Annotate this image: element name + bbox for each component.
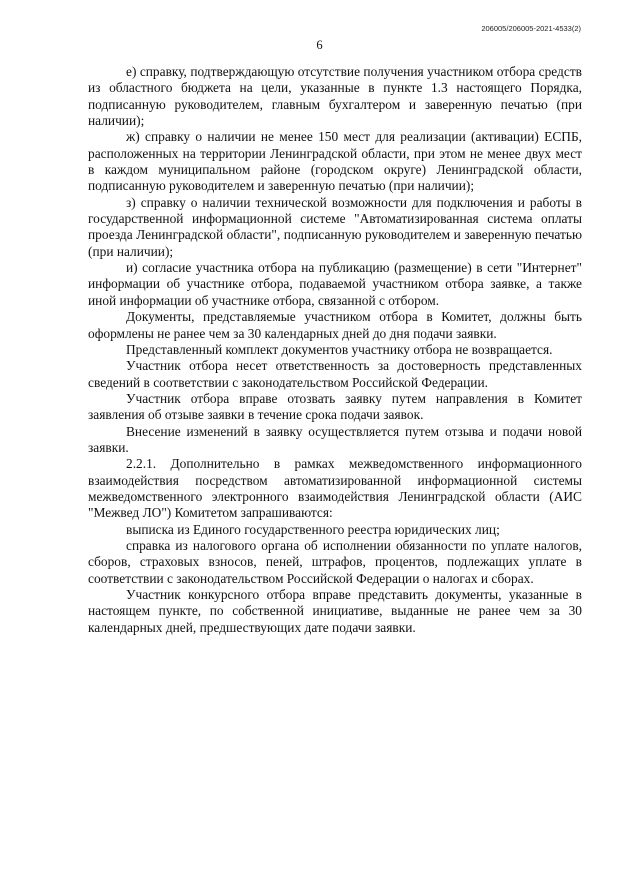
paragraph-responsibility: Участник отбора несет ответственность за достоверность представленных сведений в соответствии с законодательством Российской Федерации. <box>88 358 582 390</box>
paragraph-withdraw: Участник отбора вправе отозвать заявку путем направления в Комитет заявления об отзыве заявки в течение срока подачи заявок. <box>88 390 582 423</box>
paragraph-document-age: Документы, представляемые участником отбора в Комитет, должны быть оформлены не ранее чем за 30 календарных дней до дня подачи заявки. <box>88 309 582 341</box>
paragraph-changes: Внесение изменений в заявку осуществляется путем отзыва и подачи новой заявки. <box>88 423 582 455</box>
paragraph-item-zh: ж) справку о наличии не менее 150 мест для реализации (активации) ЕСПБ, расположенных на территории Ленинградской области, при этом не менее двух мест в каждом муниципальном районе (городском округе) Ленинградской области, подписанную руководителем и заверенную печатью (при наличии); <box>88 129 582 194</box>
paragraph-item-z: з) справку о наличии технической возможности для подключения и работы в государственной информационной системе "Автоматизированная система оплаты проезда Ленинградской области", подписанную руководителем и заверенную печатью (при наличии); <box>88 194 582 259</box>
paragraph-egrul-extract: выписка из Единого государственного реестра юридических лиц; <box>126 521 500 537</box>
document-body <box>88 64 582 636</box>
page-number: 6 <box>316 38 323 52</box>
paragraph-own-initiative: Участник конкурсного отбора вправе представить документы, указанные в настоящем пункте, по собственной инициативе, выданные не ранее чем за 30 календарных дней, предшествующих дате подачи заявки. <box>88 587 582 635</box>
paragraph-tax-certificate: справка из налогового органа об исполнении обязанности по уплате налогов, сборов, страховых взносов, пеней, штрафов, процентов, подлежащих уплате в соответствии с законодательством Российской Федерации о налогах и сборах. <box>88 537 582 586</box>
paragraph-2-2-1: 2.2.1. Дополнительно в рамках межведомственного информационного взаимодействия посредством автоматизированной информационной системы межведомственного электронного взаимодействия Ленинградской области (АИС "Межвед ЛО") Комитетом запрашиваются: <box>88 456 582 521</box>
paragraph-not-returned: Представленный комплект документов участнику отбора не возвращается. <box>126 341 553 357</box>
paragraph-item-i: и) согласие участника отбора на публикацию (размещение) в сети "Интернет" информации об участнике отбора, подаваемой участником отбора заявке, а также иной информации об участнике отбора, связанной с отбором. <box>88 260 582 308</box>
paragraph-item-e: е) справку, подтверждающую отсутствие получения участником отбора средств из областного бюджета на цели, указанные в пункте 1.3 настоящего Порядка, подписанную руководителем, главным бухгалтером и заверенную печатью (при наличии); <box>88 64 582 129</box>
document-id: 206005/206005-2021-4533(2) <box>481 24 581 33</box>
